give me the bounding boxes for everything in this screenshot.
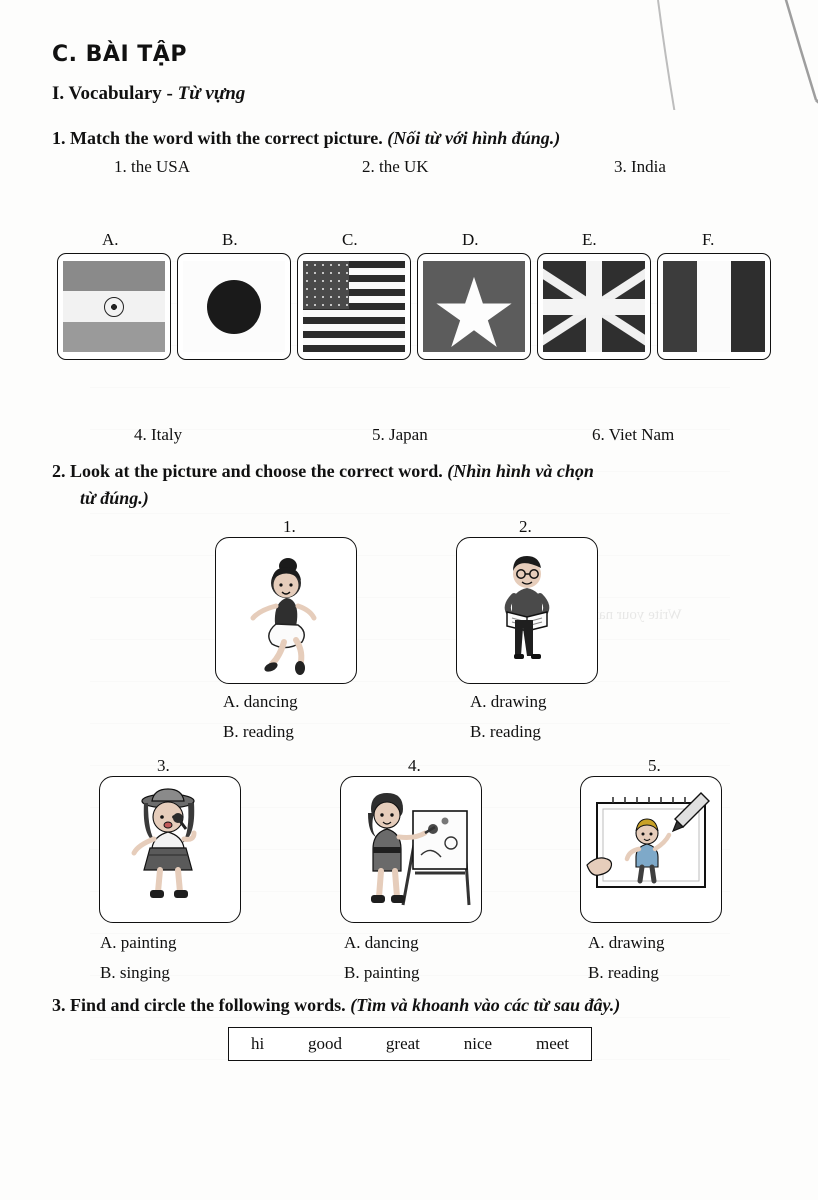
picture-letter-f: F. (702, 230, 715, 249)
usa-flag-icon (303, 261, 405, 352)
section-heading-vocabulary (52, 83, 245, 105)
flag-box-e[interactable] (537, 253, 651, 360)
italy-flag-icon (663, 261, 765, 352)
picture-letter-e: E. (582, 230, 597, 249)
picture-number-3: 3. (157, 756, 170, 775)
option-3-a[interactable]: A. painting (100, 933, 177, 952)
exercise-2-prompt-en: 2. Look at the picture and choose the correct word. (52, 461, 448, 481)
picture-number-4: 4. (408, 756, 421, 775)
picture-letter-c: C. (342, 230, 358, 249)
heading-vocabulary-vi: Từ vựng (177, 83, 246, 104)
word-viet-nam: 6. Viet Nam (592, 425, 675, 444)
boy-reading-book-illustration (457, 538, 597, 683)
picture-number-1: 1. (283, 517, 296, 536)
flag-box-c[interactable] (297, 253, 411, 360)
exercise-3-prompt-vi: (Tìm và khoanh vào các từ sau đây.) (350, 995, 621, 1015)
picture-box-4[interactable] (340, 776, 482, 923)
picture-box-3[interactable] (99, 776, 241, 923)
girl-painting-easel-illustration (341, 777, 481, 922)
flag-box-f[interactable] (657, 253, 771, 360)
vietnam-flag-icon (423, 261, 525, 352)
picture-box-1[interactable] (215, 537, 357, 684)
flag-box-a[interactable] (57, 253, 171, 360)
option-1-b[interactable]: B. reading (223, 722, 294, 741)
word-the-uk: 2. the UK (362, 157, 429, 176)
word-hi[interactable]: hi (250, 1034, 265, 1053)
india-flag-icon (63, 261, 165, 352)
exercise-1-prompt-en: 1. Match the word with the correct picture. (52, 128, 388, 148)
exercise-1-prompt-vi: (Nối từ với hình đúng.) (387, 128, 561, 148)
picture-number-5: 5. (648, 756, 661, 775)
word-good[interactable]: good (308, 1034, 343, 1053)
exercise-3-word-box (228, 1027, 592, 1061)
uk-flag-icon (543, 261, 645, 352)
option-5-a[interactable]: A. drawing (588, 933, 665, 952)
boy-drawing-on-board-illustration (581, 777, 721, 922)
page-title: C. BÀI TẬP (52, 42, 187, 67)
word-meet[interactable]: meet (535, 1034, 570, 1053)
flag-box-d[interactable] (417, 253, 531, 360)
picture-letter-b: B. (222, 230, 238, 249)
option-5-b[interactable]: B. reading (588, 963, 659, 982)
picture-box-2[interactable] (456, 537, 598, 684)
exercise-1-picture-letters (0, 230, 818, 250)
page-bleed-through-text: Write your (616, 607, 682, 623)
word-italy: 4. Italy (134, 425, 183, 444)
exercise-2-prompt-vi: (Nhìn hình và chọn (447, 461, 594, 481)
picture-letter-d: D. (462, 230, 479, 249)
exercise-3-prompt (52, 995, 782, 1016)
girl-dancing-illustration (216, 538, 356, 683)
exercise-3-prompt-en: 3. Find and circle the following words. (52, 995, 351, 1015)
word-the-usa: 1. the USA (114, 157, 191, 176)
heading-vocabulary-en: I. Vocabulary - (52, 83, 178, 104)
exercise-1-flag-row (0, 253, 818, 363)
girl-singing-microphone-illustration (100, 777, 240, 922)
japan-flag-icon (183, 261, 285, 352)
picture-box-5[interactable] (580, 776, 722, 923)
option-2-a[interactable]: A. drawing (470, 692, 547, 711)
exercise-1-prompt (52, 128, 772, 149)
exercise-2-prompt (52, 458, 782, 512)
option-2-b[interactable]: B. reading (470, 722, 541, 741)
word-nice[interactable]: nice (463, 1034, 493, 1053)
word-great[interactable]: great (385, 1034, 420, 1053)
option-4-b[interactable]: B. painting (344, 963, 420, 982)
word-india: 3. India (614, 157, 666, 176)
picture-number-2: 2. (519, 517, 532, 536)
word-japan: 5. Japan (372, 425, 428, 444)
option-4-a[interactable]: A. dancing (344, 933, 419, 952)
page-corner-curl (628, 0, 818, 110)
flag-box-b[interactable] (177, 253, 291, 360)
exercise-2-prompt-vi-2: từ đúng.) (80, 488, 149, 508)
picture-letter-a: A. (102, 230, 119, 249)
option-1-a[interactable]: A. dancing (223, 692, 298, 711)
option-3-b[interactable]: B. singing (100, 963, 170, 982)
